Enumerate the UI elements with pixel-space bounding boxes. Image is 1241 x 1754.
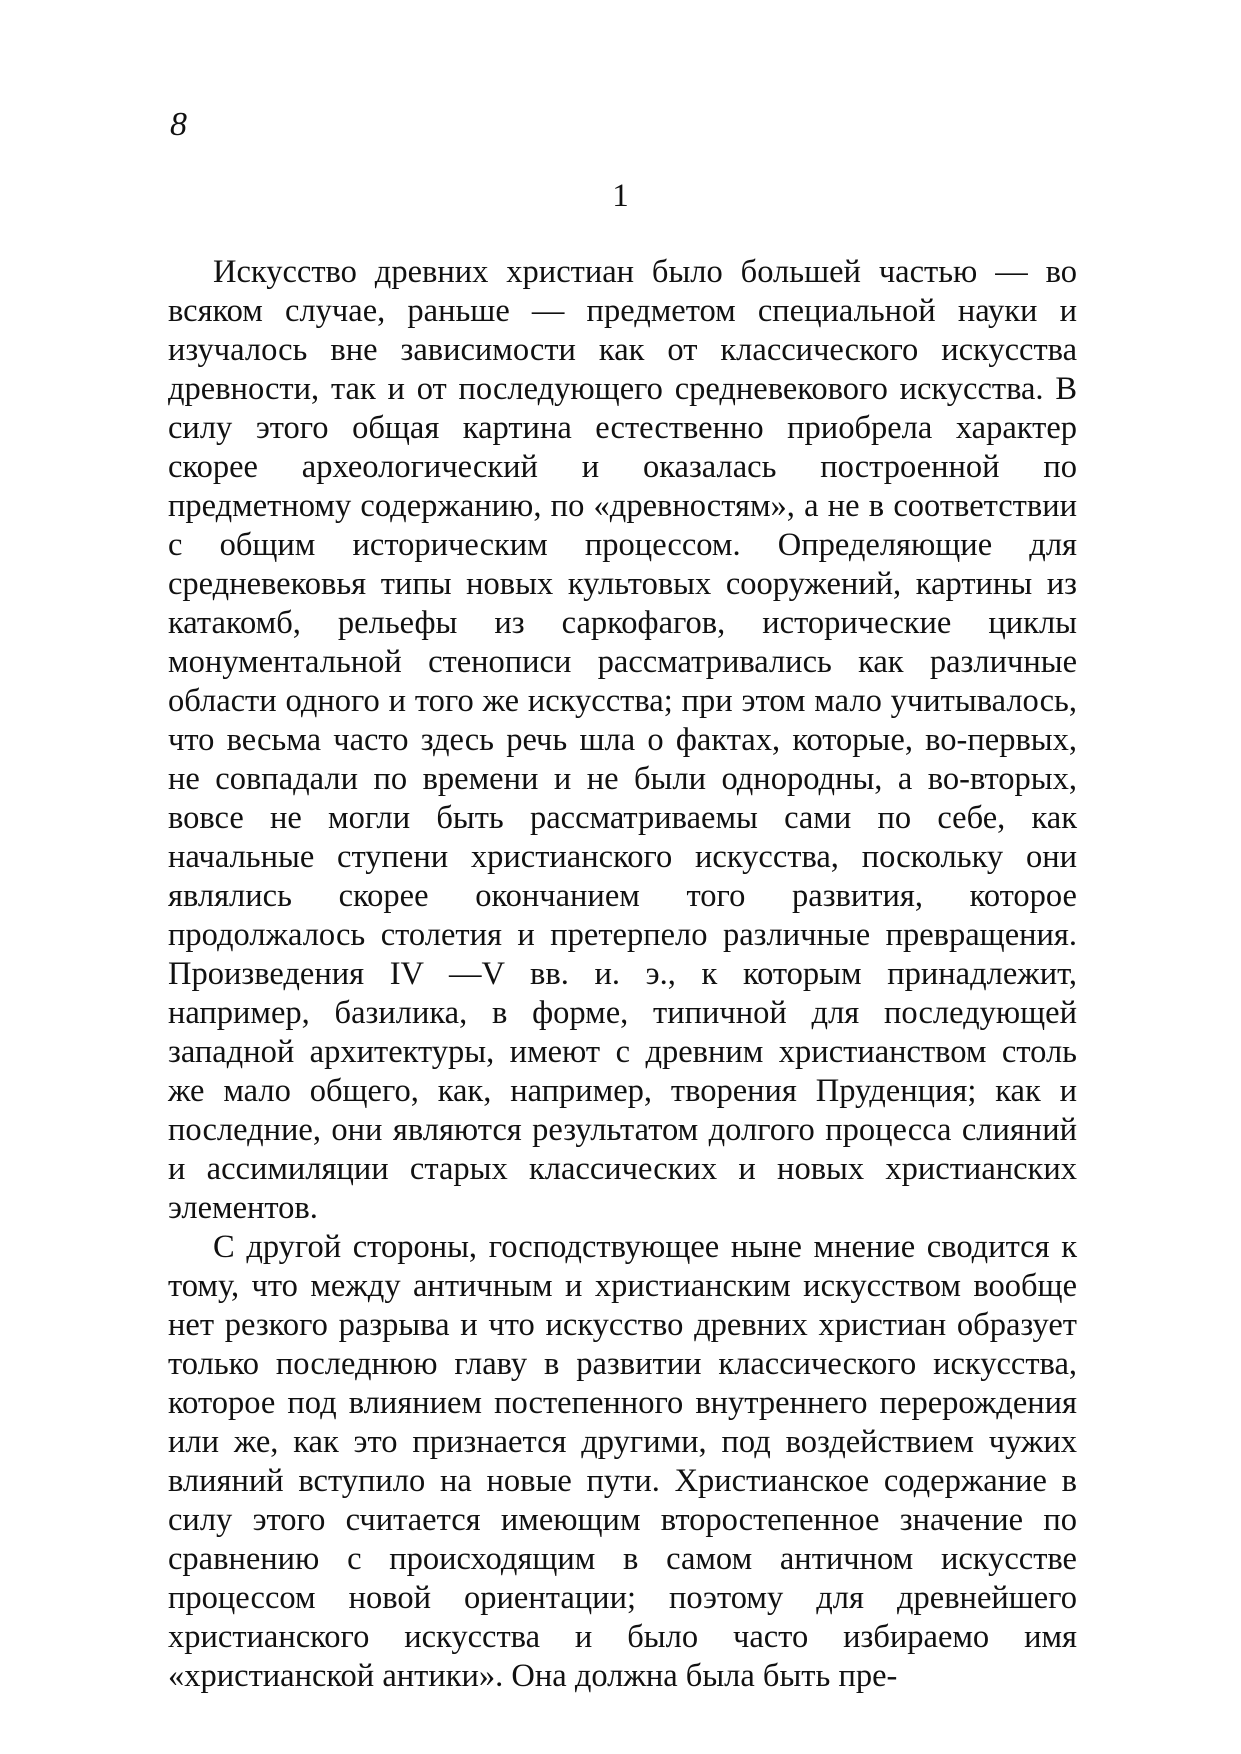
page-number: 8 [170,106,187,143]
paragraph-1: Искусство древних христиан было большей частью — во всяком случае, раньше — предметом специальной науки и изучалось вне зависимости как от классического искусства древности, так и от последующего средневекового искусства. В силу этого общая картина естественно приобрела характер скорее археологический и оказалась построенной по предметному содержанию, по «древностям», а не в соответствии с общим историческим процессом. Определяющие для средневековья типы новых культовых сооружений, картины из катакомб, рельефы из саркофагов, исторические циклы монументальной стенописи рассматривались как различные области одного и того же искусства; при этом мало учитывалось, что весьма часто здесь речь шла о фактах, которые, во-первых, не совпадали по времени и не были однородны, а во-вторых, вовсе не могли быть рассматриваемы сами по себе, как начальные ступени христианского искусства, поскольку они являлись скорее окончанием того развития, которое продолжалось столетия и претерпело различные превращения. Произведения IV —V вв. и. э., к которым принадлежит, например, базилика, в форме, типичной для последующей западной архитектуры, имеют с древним христианством столь же мало общего, как, например, творения Пруденция; как и последние, они являются результатом долгого процесса слияний и ассимиляции старых классических и новых христианских элементов. [168,254,1077,1226]
paragraph-2: С другой стороны, господствующее ныне мнение сводится к тому, что между античным и христианским искусством вообще нет резкого разрыва и что искусство древних христиан образует только последнюю главу в развитии классического искусства, которое под влиянием постепенного внутреннего перерождения или же, как это признается другими, под воздействием чужих влияний вступило на новые пути. Христианское содержание в силу этого считается имеющим второстепенное значение по сравнению с происходящим в самом античном искусстве процессом новой ориентации; поэтому для древнейшего христианского искусства и было часто избираемо имя «христианской антики». Она должна была быть пре- [168,1229,1077,1694]
chapter-number: 1 [612,178,629,214]
body-text [168,253,1077,1696]
